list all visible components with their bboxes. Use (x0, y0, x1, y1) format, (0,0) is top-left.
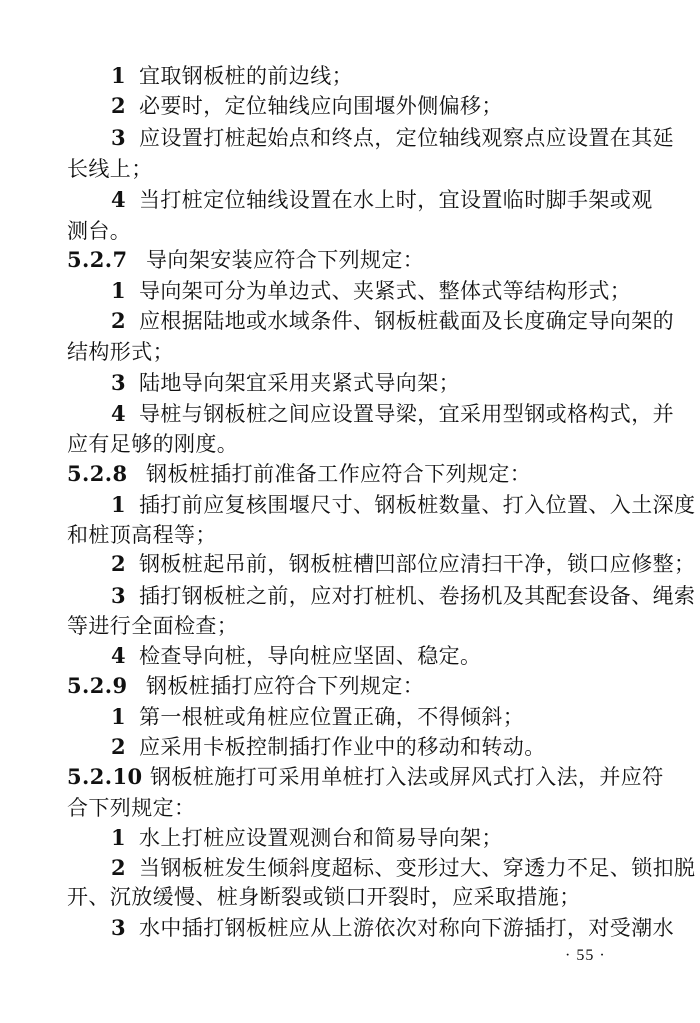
item-text: 钢板桩起吊前，钢板桩槽凹部位应清扫干净，锁口应修整； (139, 552, 696, 576)
continuation-text: 开、沉放缓慢、桩身断裂或锁口开裂时，应采取措施； (67, 885, 581, 909)
item-text: 第一根桩或角桩应位置正确，不得倾斜； (139, 705, 525, 729)
item-text: 应根据陆地或水域条件、钢板桩截面及长度确定导向架的 (139, 309, 674, 333)
item-number: 2 (111, 855, 127, 880)
item-text: 插打钢板桩之前，应对打桩机、卷扬机及其配套设备、绳索 (139, 584, 696, 608)
item-number: 4 (111, 643, 127, 668)
item-text: 插打前应复核围堰尺寸、钢板桩数量、打入位置、入土深度 (139, 493, 696, 517)
item-number: 2 (111, 551, 127, 576)
section-text: 钢板桩插打前准备工作应符合下列规定： (146, 462, 532, 486)
item-number: 3 (111, 583, 127, 608)
continuation-text: 和桩顶高程等； (67, 523, 217, 547)
continuation-text: 等进行全面检查； (67, 614, 239, 638)
continuation-text: 长线上； (67, 157, 153, 181)
item-text: 检查导向桩，导向桩应坚固、稳定。 (139, 644, 482, 668)
item-text: 水中插打钢板桩应从上游依次对称向下游插打，对受潮水 (139, 916, 674, 940)
item-number: 3 (111, 125, 127, 150)
item-text: 导桩与钢板桩之间应设置导梁，宜采用型钢或格构式，并 (139, 402, 674, 426)
section-number: 5.2.9 (67, 673, 128, 698)
item-number: 1 (111, 492, 127, 517)
item-text: 应设置打桩起始点和终点，定位轴线观察点应设置在其延 (139, 126, 674, 150)
item-number: 1 (111, 278, 127, 303)
section-number: 5.2.10 (67, 764, 143, 789)
item-text: 宜取钢板桩的前边线； (139, 64, 353, 88)
item-number: 2 (111, 93, 127, 118)
item-number: 2 (111, 734, 127, 759)
item-number: 2 (111, 308, 127, 333)
item-number: 3 (111, 915, 127, 940)
continuation-text: 结构形式； (67, 340, 174, 364)
item-text: 陆地导向架宜采用夹紧式导向架； (139, 371, 460, 395)
item-text: 必要时，定位轴线应向围堰外侧偏移； (139, 94, 503, 118)
continuation-text: 测台。 (67, 219, 132, 243)
section-text: 钢板桩施打可采用单桩打入法或屏风式打入法，并应符 (150, 765, 664, 789)
item-number: 1 (111, 704, 127, 729)
item-number: 4 (111, 401, 127, 426)
section-text: 钢板桩插打应符合下列规定： (146, 674, 425, 698)
item-number: 3 (111, 370, 127, 395)
item-number: 4 (111, 187, 127, 212)
section-text: 导向架安装应符合下列规定： (146, 248, 425, 272)
item-number: 1 (111, 825, 127, 850)
item-text: 当打桩定位轴线设置在水上时，宜设置临时脚手架或观 (139, 188, 653, 212)
item-text: 水上打桩应设置观测台和简易导向架； (139, 826, 503, 850)
page-number: · 55 · (565, 947, 606, 964)
item-text: 导向架可分为单边式、夹紧式、整体式等结构形式； (139, 279, 632, 303)
section-number: 5.2.8 (67, 461, 128, 486)
continuation-text: 应有足够的刚度。 (67, 432, 239, 456)
item-number: 1 (111, 63, 127, 88)
item-text: 当钢板桩发生倾斜度超标、变形过大、穿透力不足、锁扣脱 (139, 856, 696, 880)
item-text: 应采用卡板控制插打作业中的移动和转动。 (139, 735, 546, 759)
section-number: 5.2.7 (67, 247, 128, 272)
continuation-text: 合下列规定： (67, 796, 196, 820)
